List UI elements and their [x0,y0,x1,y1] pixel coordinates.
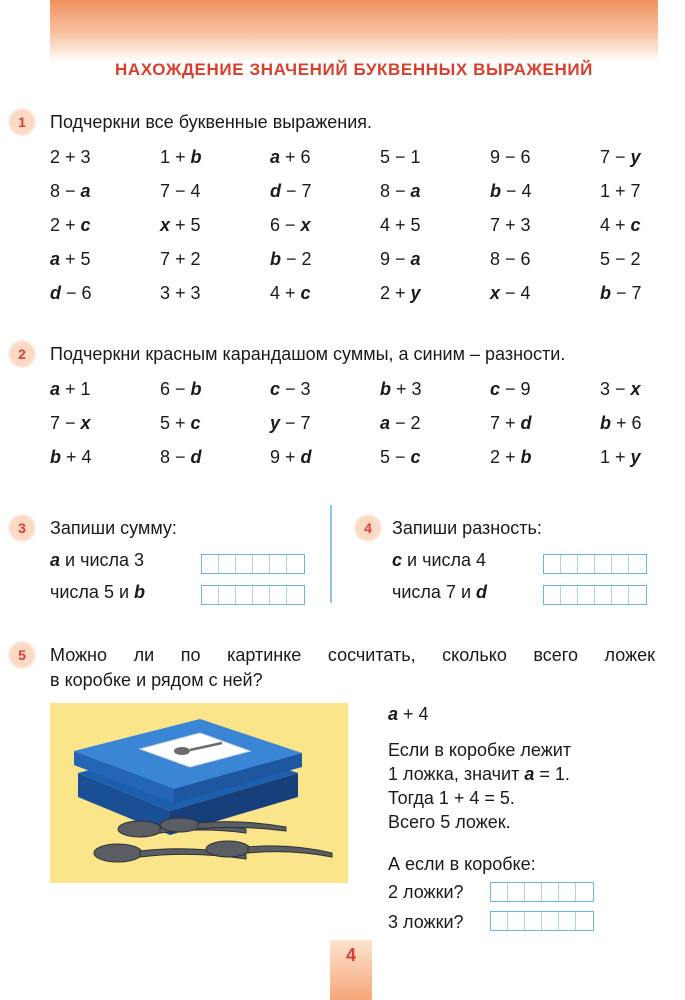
expression-part: + 3 [391,378,422,399]
expression-part: + 1 [60,378,91,399]
expression-cell[interactable] [380,379,490,400]
expression-cell[interactable] [270,447,380,468]
expression-cell[interactable] [600,379,685,400]
expression-row [50,174,685,208]
expression-variable: y [270,412,281,433]
expression-cell[interactable] [490,413,600,434]
expression-cell[interactable] [380,181,490,202]
expression-variable: d [50,282,61,303]
expression-cell[interactable] [50,215,160,236]
expression-cell[interactable] [50,181,160,202]
expression-variable: c [190,412,201,433]
task-3-answer-box-1[interactable] [201,554,305,574]
task-number-1: 1 [10,110,34,134]
expression-cell[interactable] [160,147,270,168]
spoons-box-illustration [50,703,348,883]
task-number-2: 2 [10,342,34,366]
expression-cell[interactable] [160,215,270,236]
expression-cell[interactable] [270,249,380,270]
expression-cell[interactable] [600,249,685,270]
expression-part: 9 + [270,446,301,467]
expression-cell[interactable] [490,147,600,168]
task-5-question-2: 3 ложки? [388,912,464,932]
expression-cell[interactable] [380,413,490,434]
expression-variable: a [410,248,421,269]
expression-part: − 3 [280,378,311,399]
expression-variable: d [270,180,281,201]
expression-part: + 5 [170,214,201,235]
expression-cell[interactable] [50,379,160,400]
expression-part: 8 − [160,446,191,467]
expression-part: 9 − [380,248,411,269]
expression-variable: c [80,214,91,235]
expression-variable: c [490,378,501,399]
expression-variable: b [50,446,61,467]
task-number-4: 4 [356,516,380,540]
expression-variable: a [410,180,421,201]
expression-part: − 4 [500,282,531,303]
expression-cell[interactable] [270,283,380,304]
expression-part: − 2 [281,248,312,269]
expression-variable: b [600,412,611,433]
expression-part: 6 − [160,378,191,399]
expression-variable: c [300,282,311,303]
task-1-expressions [50,140,685,310]
expression-cell[interactable] [490,379,600,400]
expression-cell[interactable] [490,181,600,202]
page-title: НАХОЖДЕНИЕ ЗНАЧЕНИЙ БУКВЕННЫХ ВЫРАЖЕНИЙ [115,60,593,79]
expression-row [50,440,685,474]
expression-part: + 4 [61,446,92,467]
expression-part: 2 + [380,282,411,303]
task-4-line-2: числа 7 и d [392,582,488,602]
expression-part: 5 − 1 [380,146,421,167]
expression-part: 4 + [270,282,301,303]
expression-cell[interactable] [160,413,270,434]
expression-row [50,208,685,242]
expression-variable: y [630,446,641,467]
expression-part: 2 + [490,446,521,467]
task-5-example-line-4: Всего 5 ложек. [388,812,511,832]
expression-part: 8 − 6 [490,248,531,269]
task-number-5: 5 [10,643,34,667]
task-5-expression: a + 4 [388,704,429,724]
task-5-text-line-2: в коробке и рядом с ней? [50,670,263,690]
expression-cell[interactable] [490,249,600,270]
expression-row [50,140,685,174]
expression-cell[interactable] [160,181,270,202]
task-4-line-1: c и числа 4 [392,550,487,570]
task-3-answer-box-2[interactable] [201,585,305,605]
expression-part: 7 + 3 [490,214,531,235]
expression-cell[interactable] [600,215,685,236]
task-3-line-1: a и числа 3 [50,550,145,570]
expression-part: 4 + 5 [380,214,421,235]
expression-variable: y [410,282,421,303]
expression-row [50,406,685,440]
expression-part: 7 − [600,146,631,167]
expression-variable: b [190,378,202,399]
expression-cell[interactable] [380,447,490,468]
task-5-answer-box-1[interactable] [490,882,594,902]
expression-part: + 6 [280,146,311,167]
expression-part: 9 − 6 [490,146,531,167]
task-5-question: А если в коробке: [388,854,536,874]
task-5-example-line-3: Тогда 1 + 4 = 5. [388,788,515,808]
expression-cell[interactable] [50,147,160,168]
expression-part: − 7 [611,282,642,303]
expression-variable: a [50,378,61,399]
header-band [50,0,658,62]
expression-part: 5 − 2 [600,248,641,269]
expression-part: + 5 [60,248,91,269]
task-number-3: 3 [10,516,34,540]
expression-part: 3 − [600,378,631,399]
expression-part: 2 + [50,214,81,235]
expression-variable: b [380,378,391,399]
expression-part: 4 + [600,214,631,235]
expression-variable: d [300,446,312,467]
expression-variable: y [630,146,641,167]
expression-cell[interactable] [270,147,380,168]
expression-part: 8 − [50,180,81,201]
expression-part: 7 − [50,412,81,433]
expression-variable: a [50,248,61,269]
expression-cell[interactable] [600,181,685,202]
expression-part: − 6 [61,282,92,303]
expression-variable: c [270,378,281,399]
expression-cell[interactable] [270,215,380,236]
task-5-example-line-1: Если в коробке лежит [388,740,572,760]
expression-part: 7 + [490,412,521,433]
expression-part: − 7 [281,180,312,201]
expression-part: 3 + 3 [160,282,201,303]
expression-variable: d [190,446,202,467]
expression-row [50,276,685,310]
expression-part: 1 + 7 [600,180,641,201]
expression-variable: b [600,282,611,303]
expression-variable: b [520,446,532,467]
expression-part: 1 + [160,146,191,167]
expression-cell[interactable] [600,413,685,434]
expression-part: − 2 [390,412,421,433]
expression-part: − 4 [501,180,532,201]
expression-cell[interactable] [600,283,685,304]
expression-cell[interactable] [50,283,160,304]
expression-part: − 7 [280,412,311,433]
task-5-text-line-1: Можно ли по картинке сосчитать, сколько всего ложек [50,645,655,665]
expression-row [50,372,685,406]
expression-row [50,242,685,276]
expression-variable: a [380,412,391,433]
expression-variable: b [190,146,202,167]
expression-variable: b [490,180,501,201]
task-2-expressions [50,372,685,474]
expression-cell[interactable] [160,447,270,468]
expression-cell[interactable] [380,249,490,270]
task-4-answer-box-1[interactable] [543,554,647,574]
expression-cell[interactable] [160,249,270,270]
expression-variable: b [270,248,281,269]
task-2-text: Подчеркни красным карандашом суммы, а синим – разности. [50,344,566,364]
expression-variable: x [630,378,641,399]
expression-cell[interactable] [270,379,380,400]
expression-cell[interactable] [270,181,380,202]
expression-part: 5 − [380,446,411,467]
expression-part: 1 + [600,446,631,467]
expression-part: 8 − [380,180,411,201]
expression-part: 7 − 4 [160,180,201,201]
expression-part: 5 + [160,412,191,433]
task-5-answer-box-2[interactable] [490,911,594,931]
expression-variable: x [490,282,501,303]
expression-part: + 6 [611,412,642,433]
task-4-answer-box-2[interactable] [543,585,647,605]
expression-cell[interactable] [160,379,270,400]
task-5-question-1: 2 ложки? [388,882,464,902]
expression-cell[interactable] [380,147,490,168]
expression-cell[interactable] [50,249,160,270]
expression-variable: c [410,446,421,467]
page-number: 4 [345,945,356,965]
column-divider [330,505,332,603]
expression-variable: x [80,412,91,433]
expression-cell[interactable] [50,413,160,434]
expression-cell[interactable] [490,447,600,468]
task-1-text: Подчеркни все буквенные выражения. [50,112,373,132]
expression-cell[interactable] [490,215,600,236]
expression-cell[interactable] [600,447,685,468]
expression-part: 2 + 3 [50,146,91,167]
expression-cell[interactable] [490,283,600,304]
expression-variable: d [520,412,532,433]
expression-cell[interactable] [270,413,380,434]
task-5-example-line-2: 1 ложка, значит a = 1. [388,764,570,784]
expression-part: 7 + 2 [160,248,201,269]
expression-variable: c [630,214,641,235]
spoons-box-picture [50,703,348,883]
task-3-text: Запиши сумму: [50,518,177,538]
expression-part: − 9 [500,378,531,399]
expression-variable: a [80,180,91,201]
expression-cell[interactable] [50,447,160,468]
expression-cell[interactable] [160,283,270,304]
task-3-line-2: числа 5 и b [50,582,146,602]
expression-variable: a [270,146,281,167]
expression-cell[interactable] [600,147,685,168]
expression-variable: x [300,214,311,235]
expression-variable: x [160,214,171,235]
expression-cell[interactable] [380,215,490,236]
expression-part: 6 − [270,214,301,235]
task-4-text: Запиши разность: [392,518,542,538]
expression-cell[interactable] [380,283,490,304]
